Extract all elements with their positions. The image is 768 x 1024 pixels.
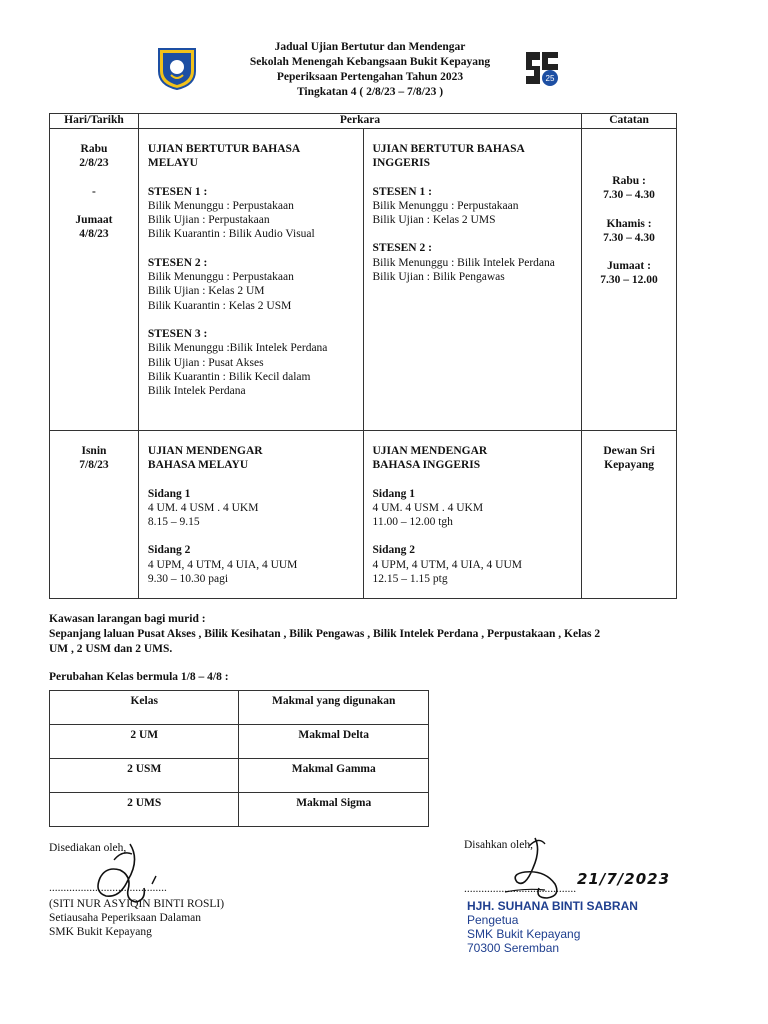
station-line: Bilik Menunggu : Bilik Intelek Perdana bbox=[372, 256, 555, 269]
station-line: Bilik Kuarantin : Bilik Audio Visual bbox=[147, 228, 315, 241]
header-exam: Peperiksaan Pertengahan Tahun 2023 bbox=[276, 71, 464, 83]
date-day: Rabu bbox=[80, 143, 108, 155]
subject-title: UJIAN BERTUTUR BAHASA bbox=[147, 143, 301, 155]
approved-by-label: Disahkan oleh, bbox=[464, 839, 533, 851]
note-line: Kepayang bbox=[604, 459, 654, 472]
subject-title: UJIAN BERTUTUR BAHASA bbox=[372, 143, 525, 155]
date-cell bbox=[50, 129, 139, 431]
stamp-address: 70300 Seremban bbox=[467, 941, 560, 955]
date-value: 4/8/23 bbox=[79, 228, 109, 241]
station-line: Bilik Intelek Perdana bbox=[147, 385, 246, 398]
col-date-header: Hari/Tarikh bbox=[50, 114, 139, 129]
note-line: Dewan Sri bbox=[603, 445, 655, 457]
session-title: Sidang 1 bbox=[372, 487, 416, 500]
restricted-line: Sepanjang laluan Pusat Akses , Bilik Kesihatan , Bilik Pengawas , Bilik Intelek Perdana , Perpustakaan , Kelas 2 bbox=[49, 628, 601, 640]
subject-title: UJIAN MENDENGAR bbox=[372, 445, 488, 457]
restricted-title: Kawasan larangan bagi murid : bbox=[49, 613, 206, 625]
subject-title: BAHASA INGGERIS bbox=[372, 459, 481, 472]
note-line: 7.30 – 12.00 bbox=[600, 274, 658, 287]
note-line: 7.30 – 4.30 bbox=[603, 231, 655, 244]
note-line: Khamis : bbox=[606, 217, 652, 230]
table-row bbox=[50, 431, 677, 599]
signature-line: ......................................... bbox=[49, 882, 167, 894]
header-school: Sekolah Menengah Kebangsaan Bukit Kepayang bbox=[249, 56, 491, 68]
header-form: Tingkatan 4 ( 2/8/23 – 7/8/23 ) bbox=[296, 86, 444, 98]
subject-title: BAHASA MELAYU bbox=[147, 459, 249, 472]
signer-role: Setiausaha Peperiksaan Dalaman bbox=[49, 912, 201, 924]
kelas-header: Kelas bbox=[50, 691, 239, 725]
subject-title: INGGERIS bbox=[372, 157, 431, 170]
restricted-line: UM , 2 USM dan 2 UMS. bbox=[49, 643, 173, 655]
note-line: Jumaat : bbox=[607, 260, 651, 273]
station-line: Bilik Ujian : Bilik Pengawas bbox=[372, 271, 505, 284]
svg-text:25: 25 bbox=[545, 74, 555, 83]
subject-cell bbox=[363, 431, 582, 599]
date-separator: - bbox=[92, 185, 96, 198]
note-cell bbox=[582, 129, 677, 431]
session-line: 4 UM. 4 USM . 4 UKM bbox=[147, 501, 259, 514]
makmal-header: Makmal yang digunakan bbox=[239, 691, 429, 725]
session-title: Sidang 1 bbox=[147, 487, 191, 500]
date-cell bbox=[50, 431, 139, 599]
table-row bbox=[50, 759, 429, 793]
note-cell bbox=[582, 431, 677, 599]
session-line: 4 UPM, 4 UTM, 4 UIA, 4 UUM bbox=[372, 558, 523, 571]
signer-org: SMK Bukit Kepayang bbox=[49, 926, 152, 938]
makmal-cell: Makmal Gamma bbox=[239, 759, 429, 793]
date-day: Isnin bbox=[81, 445, 107, 457]
document-header bbox=[190, 40, 550, 100]
subject-cell bbox=[138, 129, 363, 431]
station-title: STESEN 1 : bbox=[372, 185, 432, 198]
session-line: 9.30 – 10.30 pagi bbox=[147, 573, 229, 586]
makmal-cell: Makmal Delta bbox=[239, 725, 429, 759]
note-line: 7.30 – 4.30 bbox=[603, 189, 655, 202]
session-title: Sidang 2 bbox=[372, 544, 416, 557]
table-row bbox=[50, 725, 429, 759]
subject-title: MELAYU bbox=[147, 157, 198, 170]
station-line: Bilik Kuarantin : Bilik Kecil dalam bbox=[147, 370, 311, 383]
restricted-section bbox=[49, 612, 689, 657]
table-row bbox=[50, 129, 677, 431]
station-line: Bilik Ujian : Kelas 2 UM bbox=[147, 285, 265, 298]
session-line: 11.00 – 12.00 tgh bbox=[372, 516, 453, 529]
station-title: STESEN 2 : bbox=[372, 242, 432, 255]
prepared-by-label: Disediakan oleh, bbox=[49, 842, 127, 854]
class-change-table bbox=[49, 690, 429, 827]
kelas-cell: 2 UMS bbox=[50, 793, 239, 827]
station-title: STESEN 1 : bbox=[147, 185, 208, 198]
table-header-row bbox=[50, 691, 429, 725]
schedule-table bbox=[49, 113, 677, 599]
session-line: 8.15 – 9.15 bbox=[147, 516, 200, 529]
session-line: 4 UM. 4 USM . 4 UKM bbox=[372, 501, 484, 514]
header-title: Jadual Ujian Bertutur dan Mendengar bbox=[274, 41, 466, 53]
col-perkara-header: Perkara bbox=[138, 114, 581, 129]
changes-title: Perubahan Kelas bermula 1/8 – 4/8 : bbox=[49, 671, 229, 683]
kelas-cell: 2 USM bbox=[50, 759, 239, 793]
date-value: 2/8/23 bbox=[79, 157, 109, 170]
table-row bbox=[50, 793, 429, 827]
session-title: Sidang 2 bbox=[147, 544, 191, 557]
station-title: STESEN 2 : bbox=[147, 256, 208, 269]
station-line: Bilik Ujian : Kelas 2 UMS bbox=[372, 214, 496, 227]
col-catatan-header: Catatan bbox=[582, 114, 677, 129]
session-line: 4 UPM, 4 UTM, 4 UIA, 4 UUM bbox=[147, 558, 298, 571]
station-line: Bilik Menunggu : Perpustakaan bbox=[147, 271, 294, 284]
session-line: 12.15 – 1.15 ptg bbox=[372, 573, 448, 586]
station-line: Bilik Ujian : Perpustakaan bbox=[147, 214, 270, 227]
kelas-cell: 2 UM bbox=[50, 725, 239, 759]
station-line: Bilik Menunggu : Perpustakaan bbox=[147, 199, 294, 212]
signature-date: 21/7/2023 bbox=[577, 870, 671, 888]
station-line: Bilik Ujian : Pusat Akses bbox=[147, 356, 264, 369]
station-title: STESEN 3 : bbox=[147, 327, 208, 340]
subject-title: UJIAN MENDENGAR bbox=[147, 445, 263, 457]
stamp-role: Pengetua bbox=[467, 913, 519, 927]
station-line: Bilik Kuarantin : Kelas 2 USM bbox=[147, 299, 292, 312]
station-line: Bilik Menunggu :Bilik Intelek Perdana bbox=[147, 342, 328, 355]
station-line: Bilik Menunggu : Perpustakaan bbox=[372, 199, 519, 212]
date-day: Jumaat bbox=[75, 213, 113, 226]
note-line: Rabu : bbox=[612, 175, 646, 187]
subject-cell bbox=[138, 431, 363, 599]
stamp-name: HJH. SUHANA BINTI SABRAN bbox=[467, 899, 638, 913]
signature-line: ....................................... bbox=[464, 883, 577, 895]
table-header-row bbox=[50, 114, 677, 129]
makmal-cell: Makmal Sigma bbox=[239, 793, 429, 827]
signer-name: (SITI NUR ASYIQIN BINTI ROSLI) bbox=[49, 898, 225, 910]
date-value: 7/8/23 bbox=[79, 459, 109, 472]
stamp-org: SMK Bukit Kepayang bbox=[467, 927, 581, 941]
subject-cell bbox=[363, 129, 582, 431]
